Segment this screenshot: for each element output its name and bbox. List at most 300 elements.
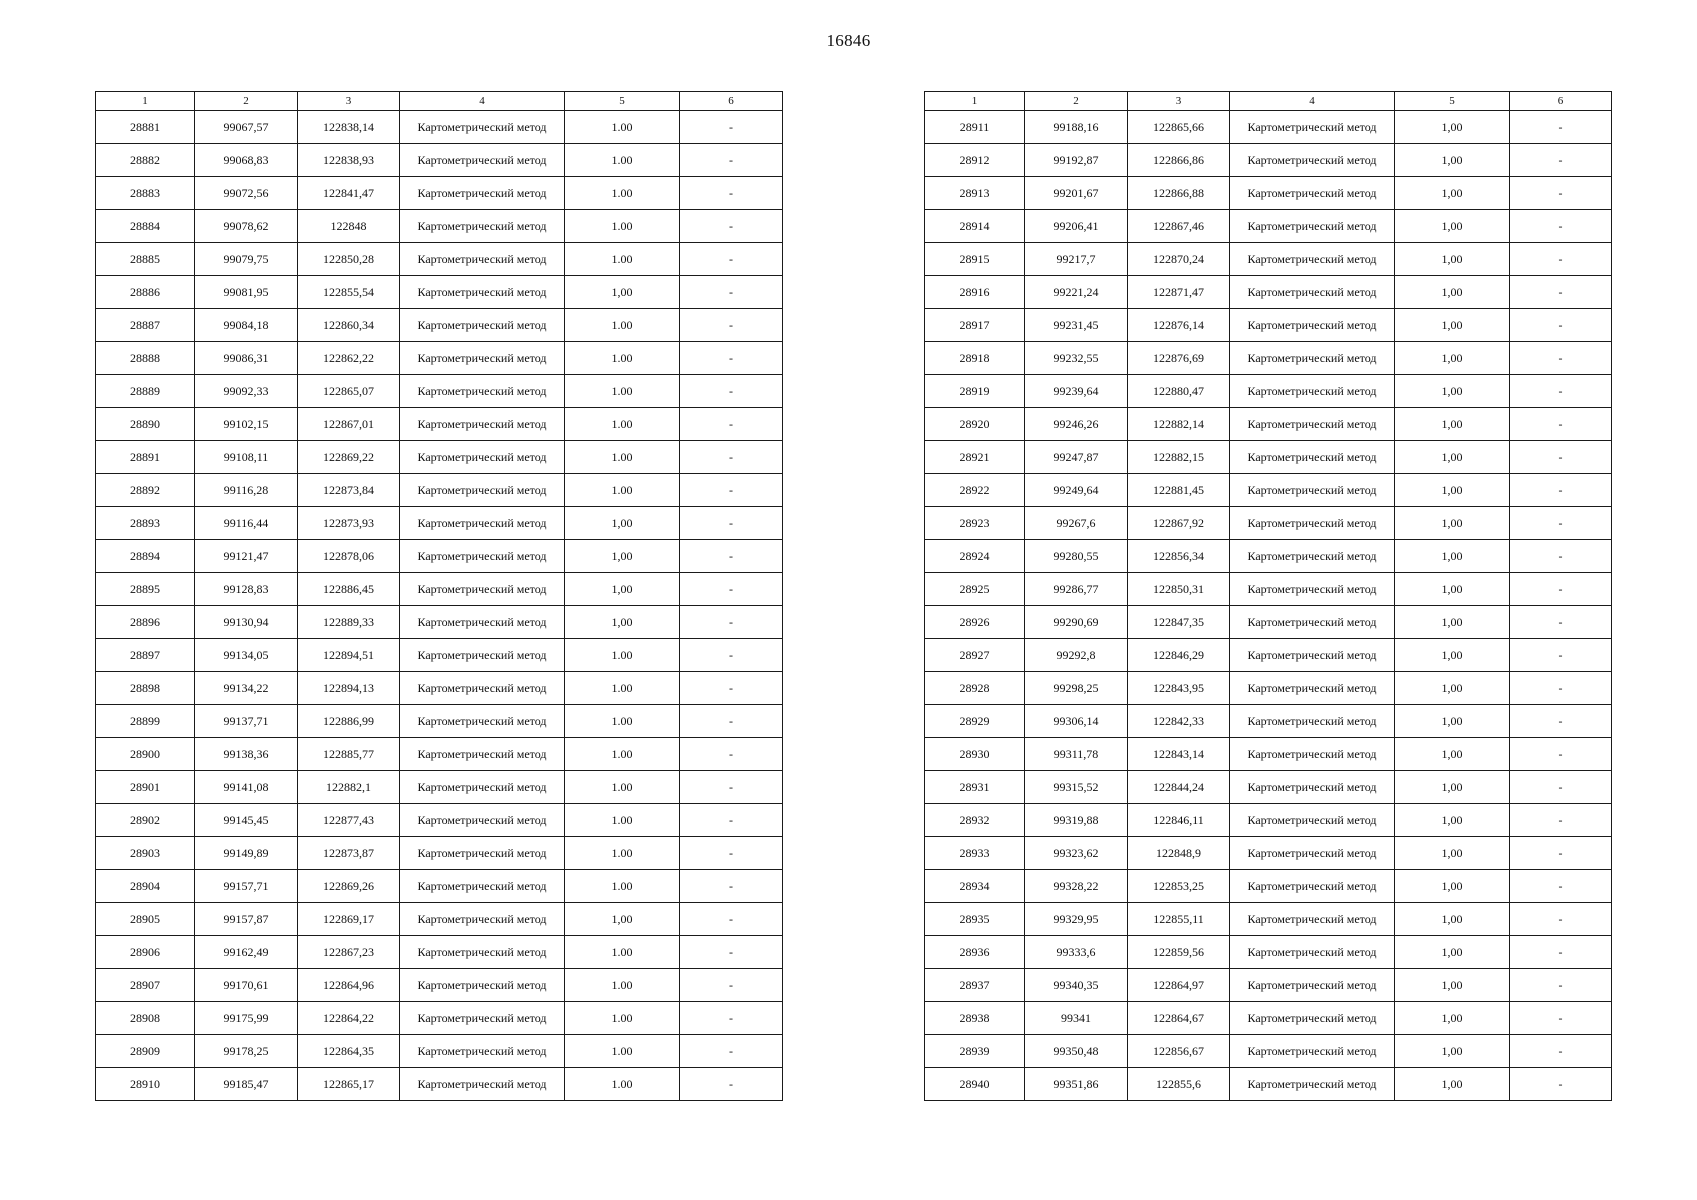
table-row <box>96 111 783 144</box>
method-cell: Картометрический метод <box>400 276 565 309</box>
table-row <box>925 837 1612 870</box>
table-row <box>96 870 783 903</box>
y-coordinate-cell: 122855,54 <box>298 276 400 309</box>
point-number-cell: 28895 <box>96 573 195 606</box>
point-number-cell: 28910 <box>96 1068 195 1101</box>
accuracy-cell: 1.00 <box>565 837 680 870</box>
table-row <box>96 375 783 408</box>
point-number-cell: 28888 <box>96 342 195 375</box>
y-coordinate-cell: 122841,47 <box>298 177 400 210</box>
point-number-cell: 28907 <box>96 969 195 1002</box>
point-number-cell: 28881 <box>96 111 195 144</box>
table-row <box>925 969 1612 1002</box>
table-row <box>925 903 1612 936</box>
description-cell: - <box>1510 276 1612 309</box>
y-coordinate-cell: 122865,66 <box>1128 111 1230 144</box>
accuracy-cell: 1,00 <box>1395 210 1510 243</box>
x-coordinate-cell: 99145,45 <box>195 804 298 837</box>
accuracy-cell: 1,00 <box>565 276 680 309</box>
point-number-cell: 28925 <box>925 573 1025 606</box>
point-number-cell: 28916 <box>925 276 1025 309</box>
point-number-cell: 28911 <box>925 111 1025 144</box>
table-header-row <box>96 92 783 111</box>
table-row <box>925 1002 1612 1035</box>
x-coordinate-cell: 99232,55 <box>1025 342 1128 375</box>
table-row <box>96 474 783 507</box>
x-coordinate-cell: 99201,67 <box>1025 177 1128 210</box>
accuracy-cell: 1,00 <box>1395 243 1510 276</box>
accuracy-cell: 1.00 <box>565 243 680 276</box>
y-coordinate-cell: 122870,24 <box>1128 243 1230 276</box>
y-coordinate-cell: 122867,46 <box>1128 210 1230 243</box>
accuracy-cell: 1,00 <box>1395 738 1510 771</box>
description-cell: - <box>680 573 783 606</box>
y-coordinate-cell: 122867,92 <box>1128 507 1230 540</box>
description-cell: - <box>680 309 783 342</box>
method-cell: Картометрический метод <box>1230 342 1395 375</box>
point-number-cell: 28906 <box>96 936 195 969</box>
y-coordinate-cell: 122865,07 <box>298 375 400 408</box>
description-cell: - <box>680 705 783 738</box>
point-number-cell: 28905 <box>96 903 195 936</box>
y-coordinate-cell: 122850,28 <box>298 243 400 276</box>
y-coordinate-cell: 122873,84 <box>298 474 400 507</box>
x-coordinate-cell: 99078,62 <box>195 210 298 243</box>
y-coordinate-cell: 122877,43 <box>298 804 400 837</box>
accuracy-cell: 1,00 <box>565 606 680 639</box>
method-cell: Картометрический метод <box>1230 870 1395 903</box>
description-cell: - <box>1510 573 1612 606</box>
x-coordinate-cell: 99217,7 <box>1025 243 1128 276</box>
y-coordinate-cell: 122859,56 <box>1128 936 1230 969</box>
description-cell: - <box>680 1002 783 1035</box>
method-cell: Картометрический метод <box>1230 771 1395 804</box>
y-coordinate-cell: 122864,22 <box>298 1002 400 1035</box>
description-cell: - <box>680 903 783 936</box>
description-cell: - <box>680 639 783 672</box>
accuracy-cell: 1,00 <box>1395 903 1510 936</box>
method-cell: Картометрический метод <box>400 804 565 837</box>
description-cell: - <box>680 738 783 771</box>
method-cell: Картометрический метод <box>400 936 565 969</box>
description-cell: - <box>1510 672 1612 705</box>
point-number-cell: 28928 <box>925 672 1025 705</box>
point-number-cell: 28935 <box>925 903 1025 936</box>
table-row <box>96 342 783 375</box>
table-row <box>96 573 783 606</box>
x-coordinate-cell: 99134,05 <box>195 639 298 672</box>
method-cell: Картометрический метод <box>1230 936 1395 969</box>
description-cell: - <box>1510 408 1612 441</box>
description-cell: - <box>680 936 783 969</box>
x-coordinate-cell: 99290,69 <box>1025 606 1128 639</box>
point-number-cell: 28892 <box>96 474 195 507</box>
x-coordinate-cell: 99192,87 <box>1025 144 1128 177</box>
table-row <box>96 936 783 969</box>
y-coordinate-cell: 122848,9 <box>1128 837 1230 870</box>
point-number-cell: 28930 <box>925 738 1025 771</box>
y-coordinate-cell: 122876,14 <box>1128 309 1230 342</box>
page-number: 16846 <box>826 31 871 50</box>
description-cell: - <box>680 540 783 573</box>
y-coordinate-cell: 122889,33 <box>298 606 400 639</box>
accuracy-cell: 1,00 <box>1395 870 1510 903</box>
description-cell: - <box>1510 870 1612 903</box>
y-coordinate-cell: 122843,95 <box>1128 672 1230 705</box>
description-cell: - <box>680 276 783 309</box>
accuracy-cell: 1,00 <box>1395 144 1510 177</box>
point-number-cell: 28912 <box>925 144 1025 177</box>
x-coordinate-cell: 99134,22 <box>195 672 298 705</box>
y-coordinate-cell: 122873,87 <box>298 837 400 870</box>
method-cell: Картометрический метод <box>1230 243 1395 276</box>
table-row <box>925 276 1612 309</box>
description-cell: - <box>1510 474 1612 507</box>
x-coordinate-cell: 99306,14 <box>1025 705 1128 738</box>
table-row <box>96 969 783 1002</box>
point-number-cell: 28924 <box>925 540 1025 573</box>
point-number-cell: 28901 <box>96 771 195 804</box>
table-row <box>925 375 1612 408</box>
y-coordinate-cell: 122848 <box>298 210 400 243</box>
accuracy-cell: 1.00 <box>565 705 680 738</box>
accuracy-cell: 1.00 <box>565 936 680 969</box>
y-coordinate-cell: 122882,1 <box>298 771 400 804</box>
y-coordinate-cell: 122869,26 <box>298 870 400 903</box>
point-number-cell: 28899 <box>96 705 195 738</box>
table-row <box>96 705 783 738</box>
method-cell: Картометрический метод <box>1230 408 1395 441</box>
y-coordinate-cell: 122880,47 <box>1128 375 1230 408</box>
accuracy-cell: 1.00 <box>565 639 680 672</box>
y-coordinate-cell: 122867,23 <box>298 936 400 969</box>
point-number-cell: 28927 <box>925 639 1025 672</box>
table-row <box>925 507 1612 540</box>
accuracy-cell: 1.00 <box>565 804 680 837</box>
y-coordinate-cell: 122871,47 <box>1128 276 1230 309</box>
table-header-row <box>925 92 1612 111</box>
accuracy-cell: 1.00 <box>565 771 680 804</box>
method-cell: Картометрический метод <box>1230 309 1395 342</box>
column-header-3: 3 <box>298 92 400 111</box>
accuracy-cell: 1,00 <box>1395 837 1510 870</box>
table-row <box>96 441 783 474</box>
method-cell: Картометрический метод <box>400 573 565 606</box>
y-coordinate-cell: 122855,11 <box>1128 903 1230 936</box>
table-row <box>96 903 783 936</box>
description-cell: - <box>680 243 783 276</box>
point-number-cell: 28882 <box>96 144 195 177</box>
point-number-cell: 28940 <box>925 1068 1025 1101</box>
y-coordinate-cell: 122846,29 <box>1128 639 1230 672</box>
accuracy-cell: 1,00 <box>1395 804 1510 837</box>
description-cell: - <box>1510 969 1612 1002</box>
description-cell: - <box>680 837 783 870</box>
y-coordinate-cell: 122866,88 <box>1128 177 1230 210</box>
method-cell: Картометрический метод <box>1230 738 1395 771</box>
accuracy-cell: 1.00 <box>565 342 680 375</box>
point-number-cell: 28883 <box>96 177 195 210</box>
point-number-cell: 28917 <box>925 309 1025 342</box>
column-header-5: 5 <box>1395 92 1510 111</box>
accuracy-cell: 1.00 <box>565 441 680 474</box>
description-cell: - <box>680 177 783 210</box>
description-cell: - <box>680 375 783 408</box>
table-row <box>96 177 783 210</box>
coordinates-table-left <box>95 91 783 1101</box>
accuracy-cell: 1,00 <box>1395 1002 1510 1035</box>
accuracy-cell: 1.00 <box>565 1035 680 1068</box>
y-coordinate-cell: 122850,31 <box>1128 573 1230 606</box>
x-coordinate-cell: 99068,83 <box>195 144 298 177</box>
point-number-cell: 28894 <box>96 540 195 573</box>
method-cell: Картометрический метод <box>1230 144 1395 177</box>
point-number-cell: 28918 <box>925 342 1025 375</box>
method-cell: Картометрический метод <box>400 606 565 639</box>
x-coordinate-cell: 99178,25 <box>195 1035 298 1068</box>
description-cell: - <box>680 342 783 375</box>
y-coordinate-cell: 122865,17 <box>298 1068 400 1101</box>
description-cell: - <box>1510 837 1612 870</box>
method-cell: Картометрический метод <box>400 705 565 738</box>
method-cell: Картометрический метод <box>400 408 565 441</box>
x-coordinate-cell: 99206,41 <box>1025 210 1128 243</box>
accuracy-cell: 1,00 <box>565 540 680 573</box>
column-header-4: 4 <box>1230 92 1395 111</box>
y-coordinate-cell: 122876,69 <box>1128 342 1230 375</box>
method-cell: Картометрический метод <box>400 375 565 408</box>
method-cell: Картометрический метод <box>1230 441 1395 474</box>
table-row <box>96 243 783 276</box>
point-number-cell: 28891 <box>96 441 195 474</box>
method-cell: Картометрический метод <box>400 1068 565 1101</box>
point-number-cell: 28923 <box>925 507 1025 540</box>
y-coordinate-cell: 122873,93 <box>298 507 400 540</box>
accuracy-cell: 1.00 <box>565 1068 680 1101</box>
x-coordinate-cell: 99086,31 <box>195 342 298 375</box>
accuracy-cell: 1,00 <box>1395 375 1510 408</box>
y-coordinate-cell: 122869,17 <box>298 903 400 936</box>
method-cell: Картометрический метод <box>400 111 565 144</box>
point-number-cell: 28903 <box>96 837 195 870</box>
x-coordinate-cell: 99319,88 <box>1025 804 1128 837</box>
table-row <box>925 870 1612 903</box>
point-number-cell: 28890 <box>96 408 195 441</box>
description-cell: - <box>680 441 783 474</box>
point-number-cell: 28933 <box>925 837 1025 870</box>
column-header-6: 6 <box>680 92 783 111</box>
column-header-4: 4 <box>400 92 565 111</box>
table-row <box>925 1068 1612 1101</box>
x-coordinate-cell: 99149,89 <box>195 837 298 870</box>
point-number-cell: 28926 <box>925 606 1025 639</box>
table-row <box>96 606 783 639</box>
table-row <box>96 408 783 441</box>
description-cell: - <box>1510 936 1612 969</box>
y-coordinate-cell: 122856,34 <box>1128 540 1230 573</box>
point-number-cell: 28889 <box>96 375 195 408</box>
description-cell: - <box>1510 771 1612 804</box>
description-cell: - <box>1510 309 1612 342</box>
description-cell: - <box>680 606 783 639</box>
accuracy-cell: 1,00 <box>1395 474 1510 507</box>
y-coordinate-cell: 122882,15 <box>1128 441 1230 474</box>
table-row <box>96 309 783 342</box>
description-cell: - <box>1510 1002 1612 1035</box>
x-coordinate-cell: 99292,8 <box>1025 639 1128 672</box>
y-coordinate-cell: 122886,99 <box>298 705 400 738</box>
table-row <box>925 408 1612 441</box>
accuracy-cell: 1,00 <box>1395 111 1510 144</box>
method-cell: Картометрический метод <box>400 441 565 474</box>
description-cell: - <box>1510 375 1612 408</box>
accuracy-cell: 1,00 <box>565 507 680 540</box>
method-cell: Картометрический метод <box>400 210 565 243</box>
description-cell: - <box>1510 210 1612 243</box>
x-coordinate-cell: 99329,95 <box>1025 903 1128 936</box>
point-number-cell: 28900 <box>96 738 195 771</box>
column-header-3: 3 <box>1128 92 1230 111</box>
method-cell: Картометрический метод <box>1230 639 1395 672</box>
point-number-cell: 28937 <box>925 969 1025 1002</box>
accuracy-cell: 1.00 <box>565 210 680 243</box>
point-number-cell: 28902 <box>96 804 195 837</box>
x-coordinate-cell: 99072,56 <box>195 177 298 210</box>
table-row <box>925 672 1612 705</box>
accuracy-cell: 1.00 <box>565 969 680 1002</box>
table-row <box>925 771 1612 804</box>
y-coordinate-cell: 122853,25 <box>1128 870 1230 903</box>
x-coordinate-cell: 99280,55 <box>1025 540 1128 573</box>
x-coordinate-cell: 99067,57 <box>195 111 298 144</box>
table-row <box>925 177 1612 210</box>
x-coordinate-cell: 99267,6 <box>1025 507 1128 540</box>
description-cell: - <box>1510 177 1612 210</box>
method-cell: Картометрический метод <box>1230 276 1395 309</box>
description-cell: - <box>680 144 783 177</box>
method-cell: Картометрический метод <box>400 342 565 375</box>
accuracy-cell: 1,00 <box>1395 672 1510 705</box>
table-row <box>96 1068 783 1101</box>
accuracy-cell: 1,00 <box>1395 177 1510 210</box>
y-coordinate-cell: 122855,6 <box>1128 1068 1230 1101</box>
accuracy-cell: 1,00 <box>1395 1035 1510 1068</box>
accuracy-cell: 1,00 <box>1395 969 1510 1002</box>
column-header-5: 5 <box>565 92 680 111</box>
point-number-cell: 28932 <box>925 804 1025 837</box>
method-cell: Картометрический метод <box>1230 837 1395 870</box>
y-coordinate-cell: 122864,67 <box>1128 1002 1230 1035</box>
description-cell: - <box>680 969 783 1002</box>
table-row <box>96 837 783 870</box>
method-cell: Картометрический метод <box>400 639 565 672</box>
table-row <box>925 738 1612 771</box>
method-cell: Картометрический метод <box>1230 507 1395 540</box>
x-coordinate-cell: 99157,87 <box>195 903 298 936</box>
x-coordinate-cell: 99092,33 <box>195 375 298 408</box>
method-cell: Картометрический метод <box>1230 1068 1395 1101</box>
point-number-cell: 28921 <box>925 441 1025 474</box>
point-number-cell: 28915 <box>925 243 1025 276</box>
accuracy-cell: 1,00 <box>1395 276 1510 309</box>
description-cell: - <box>680 870 783 903</box>
description-cell: - <box>1510 144 1612 177</box>
description-cell: - <box>1510 540 1612 573</box>
column-header-2: 2 <box>1025 92 1128 111</box>
x-coordinate-cell: 99351,86 <box>1025 1068 1128 1101</box>
accuracy-cell: 1,00 <box>1395 441 1510 474</box>
x-coordinate-cell: 99081,95 <box>195 276 298 309</box>
method-cell: Картометрический метод <box>400 1002 565 1035</box>
y-coordinate-cell: 122862,22 <box>298 342 400 375</box>
description-cell: - <box>1510 1068 1612 1101</box>
x-coordinate-cell: 99128,83 <box>195 573 298 606</box>
y-coordinate-cell: 122860,34 <box>298 309 400 342</box>
method-cell: Картометрический метод <box>400 870 565 903</box>
accuracy-cell: 1,00 <box>565 903 680 936</box>
x-coordinate-cell: 99311,78 <box>1025 738 1128 771</box>
method-cell: Картометрический метод <box>1230 210 1395 243</box>
accuracy-cell: 1.00 <box>565 1002 680 1035</box>
description-cell: - <box>1510 606 1612 639</box>
table-row <box>96 144 783 177</box>
method-cell: Картометрический метод <box>400 969 565 1002</box>
x-coordinate-cell: 99116,28 <box>195 474 298 507</box>
column-header-1: 1 <box>925 92 1025 111</box>
point-number-cell: 28939 <box>925 1035 1025 1068</box>
description-cell: - <box>1510 639 1612 672</box>
column-header-1: 1 <box>96 92 195 111</box>
table-row <box>925 705 1612 738</box>
point-number-cell: 28909 <box>96 1035 195 1068</box>
table-row <box>925 144 1612 177</box>
method-cell: Картометрический метод <box>400 540 565 573</box>
y-coordinate-cell: 122869,22 <box>298 441 400 474</box>
point-number-cell: 28938 <box>925 1002 1025 1035</box>
point-number-cell: 28913 <box>925 177 1025 210</box>
accuracy-cell: 1,00 <box>1395 705 1510 738</box>
accuracy-cell: 1.00 <box>565 408 680 441</box>
method-cell: Картометрический метод <box>400 474 565 507</box>
table-row <box>925 936 1612 969</box>
point-number-cell: 28936 <box>925 936 1025 969</box>
method-cell: Картометрический метод <box>400 1035 565 1068</box>
y-coordinate-cell: 122882,14 <box>1128 408 1230 441</box>
point-number-cell: 28893 <box>96 507 195 540</box>
table-row <box>925 342 1612 375</box>
method-cell: Картометрический метод <box>400 672 565 705</box>
description-cell: - <box>1510 441 1612 474</box>
y-coordinate-cell: 122881,45 <box>1128 474 1230 507</box>
table-row <box>925 309 1612 342</box>
description-cell: - <box>1510 1035 1612 1068</box>
method-cell: Картометрический метод <box>400 738 565 771</box>
accuracy-cell: 1.00 <box>565 144 680 177</box>
table-row <box>925 243 1612 276</box>
method-cell: Картометрический метод <box>400 903 565 936</box>
method-cell: Картометрический метод <box>1230 1035 1395 1068</box>
method-cell: Картометрический метод <box>400 309 565 342</box>
description-cell: - <box>1510 804 1612 837</box>
method-cell: Картометрический метод <box>1230 375 1395 408</box>
description-cell: - <box>1510 111 1612 144</box>
x-coordinate-cell: 99116,44 <box>195 507 298 540</box>
table-row <box>925 474 1612 507</box>
x-coordinate-cell: 99221,24 <box>1025 276 1128 309</box>
method-cell: Картометрический метод <box>1230 177 1395 210</box>
point-number-cell: 28920 <box>925 408 1025 441</box>
y-coordinate-cell: 122867,01 <box>298 408 400 441</box>
